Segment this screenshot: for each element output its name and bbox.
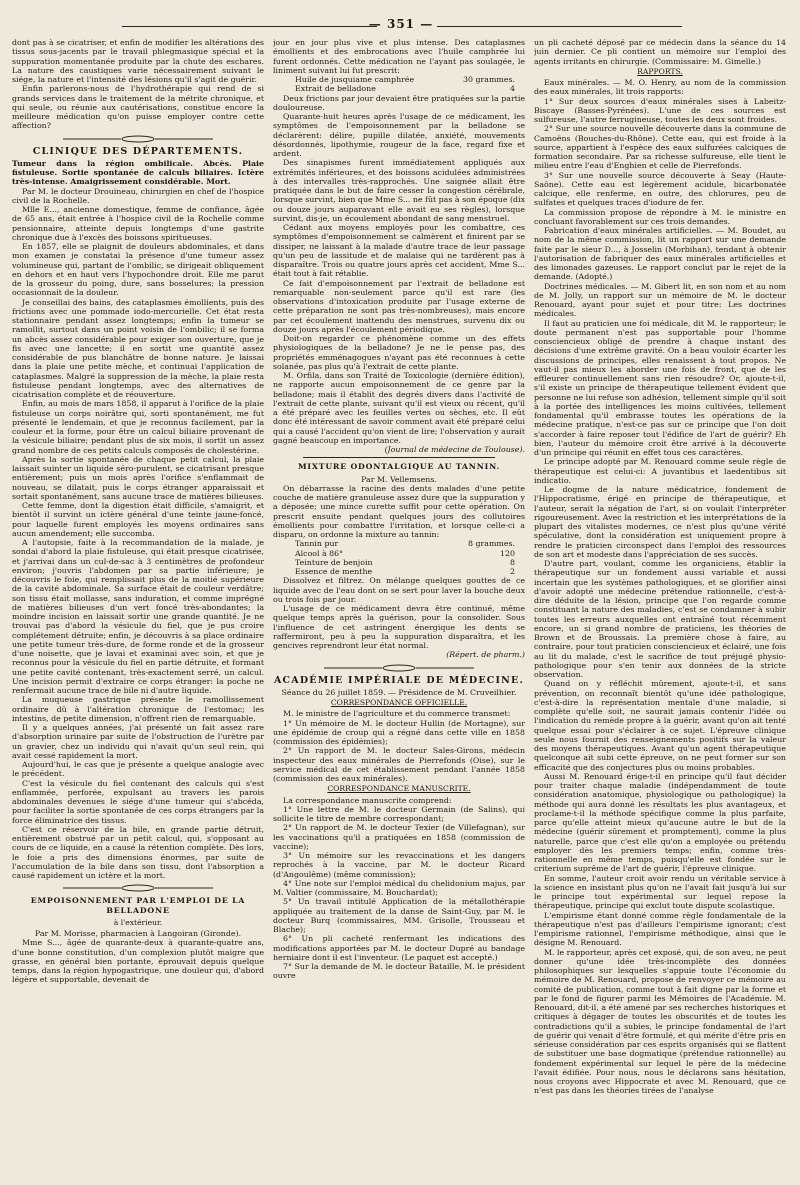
paragraph: Le dogme de la nature médicatrice, fondement de l'Hippocratisme, érigé en principe de thérapeutique, et l'auteur, serait la négation de l'art, si on voulait l'interpréter rigoureusement. Avec la restriction et les interprétations de la plupart des vitalistes modernes, ce n'est plus qu'une vérité spéculative, dont la considération est uniquement propre à rendre le praticien circonspect dans l'emploi des ressources de son art et modeste dans l'appréciation de ses succès.: [534, 485, 786, 559]
byline: Par M. le docteur Drouineau, chirurgien en chef de l'hospice civil de la Rochelle.: [12, 186, 264, 205]
byline: Par M. Vellemsens.: [361, 474, 437, 484]
paragraph: dont pas à se cicatriser, et enfin de modifier les altérations des tissus sous-jacents par le travail phlegmasique spécial et la suppuration momentanée produite par la chute des eschares. La nature des caustiques varie nécessairement suivant le siége, la nature et l'intensité des lésions qu'il s'agit de guérir.: [12, 38, 264, 84]
paragraph: A l'autopsie, faite à la recommandation de la malade, je sondai d'abord la plaie fistuleuse, qui était presque cicatrisée, et j'arrivai dans un cul-de-sac à 3 centimètres de profondeur environ; j'ouvris l'abdomen par sa partie inférieure; je découvris le foie, qui remplissait plus de la moitié supérieure de la cavité abdominale. Sa surface était de couleur verdâtre; son tissu était mollasse, sans induration, et comme imprégné de matières bilieuses d'un vert foncé très-abondantes; la moindre incision en laissait sortir une grande quantité. Je ne trouvai pas d'abord la vésicule du fiel, que je pus croire complétement détruite; enfin, je découvris à sa place ordinaire une petite tumeur très-dure, de forme ronde et de la grosseur d'une noisette, que je lavai et examinai avec soin, et que je reconnus pour la vésicule du fiel en partie détruite, et formant une petite cavité contenant, très-exactement serré, un calcul. Une incision permit d'extraire ce corps étranger: la poche ne renfermait aucune trace de bile ni d'autre liquide.: [12, 538, 264, 695]
header-rule-left: [122, 26, 377, 27]
paragraph: L'empirisme étant donné comme règle fondamentale de la thérapeutique n'est pas d'ailleurs l'empirisme ignorant; c'est l'empirisme rationnel, l'empirisme méthodique, ainsi que le désigne M. Renouard.: [534, 910, 786, 948]
subsection-title: RAPPORTS.: [637, 66, 683, 76]
recipe-ingredient: Extrait de belladone: [295, 84, 376, 94]
source-citation: (Journal de médecine de Toulouse).: [384, 445, 525, 454]
section-title: CLINIQUE DES DÉPARTEMENTS.: [32, 145, 244, 157]
paragraph: Des sinapismes furent immédiatement appliqués aux extrémités inférieures, et des boissons acidulées administrées à des intervalles très-rapprochés. Une saignée allait être pratiquée dans le but de faire cesser la congestion cérébrale, lorsque survint, bien que Mme S... ne fût pas à son époque (dix ou douze jours auparavant elle avait eu ses règles), lorsque survint, dis-je, un écoulement abondant de sang menstruel.: [273, 158, 525, 223]
session-line: Séance du 26 juillet 1859. — Présidence de M. Cruveilhier.: [281, 687, 517, 697]
column-left: [12, 38, 264, 1178]
subsection-title: CORRESPONDANCE OFFICIELLE.: [330, 698, 468, 707]
recipe-line: [273, 567, 525, 576]
paragraph: On débarrasse la racine des dents malades d'une petite couche de matière granuleuse assez dure que la suppuration y a déposée; une mince curette suffit pour cette opération. On prescrit ensuite pendant quelques jours des collutoires émollients pour combattre l'irritation, et lorsque celle-ci a disparu, on ordonne la mixture au tannin:: [273, 483, 525, 539]
column-middle: [273, 38, 525, 1178]
page-number: — 351 —: [368, 17, 434, 31]
ornament-divider: [63, 135, 213, 143]
paragraph: Doctrines médicales. — M. Gibert lit, en son nom et au nom de M. Jolly, un rapport sur un mémoire de M. le docteur Renouard, ayant pour sujet et pour titre: Les doctrines médicales.: [534, 281, 786, 319]
article-title: EMPOISONNEMENT PAR L'EMPLOI DE LA BELLADONE: [30, 896, 246, 915]
recipe-amount: 120: [500, 548, 515, 558]
paragraph: Aujourd'hui, le cas que je présente a quelque analogie avec le précédent.: [12, 760, 264, 779]
paragraph: M. Orfila, dans son Traité de Toxicologie (dernière édition), ne rapporte aucun empoisonnement de ce genre par la belladone; mais il établit des degrés divers dans l'activité de l'extrait de cette plante, suivant qu'il est vieux ou récent, qu'il a été préparé avec les feuilles vertes ou sèches, etc. Il eût donc été intéressant de savoir comment avait été préparé celui qui a causé l'accident qu'on vient de lire; l'observation y aurait gagné beaucoup en importance.: [273, 371, 525, 445]
article-subtitle: à l'extérieur.: [113, 917, 163, 927]
paragraph: Dissolvez et filtrez. On mélange quelques gouttes de ce liquide avec de l'eau dont on se sert pour laver la bouche deux ou trois fois par jour.: [273, 576, 525, 604]
article-title: MIXTURE ODONTALGIQUE AU TANNIN.: [297, 462, 501, 472]
paragraph: M. le rapporteur, après cet exposé, qui, de son aveu, ne peut donner qu'une idée très-incomplète des données philosophiques sur lesquelles s'appuie toute l'économie du mémoire de M. Renouard, propose de renvoyer ce mémoire au comité de publication, comme tout à fait digne par la forme et par le fond de figurer parmi les Mémoires de l'Académie. M. Renouard, dit-il, a été amené par ses recherches historiques et critiques à dégager de toutes les obscurités et de toutes les contradictions qu'il a subies, le principe fondamental de l'art de guérir qui venait d'être formulé, et qui mérite d'être pris en sérieuse considération par ces esprits organisés qui se flattent de substituer une base dogmatique (prétendue rationnelle) au fondement expérimental sur lequel le père de la médecine l'avait édifiée. Pour nous, nous le déclarons sans hésitation, nous croyons avec Hippocrate et avec M. Renouard, que ce n'est pas dans les théories tirées de l'analyse: [534, 947, 786, 1096]
paragraph: Deux frictions par jour devaient être pratiquées sur la partie douloureuse.: [273, 93, 525, 112]
paragraph: 4° Une note sur l'emploi médical du chelidonium majus, par M. Valtier (commissaire, M. Bouchardat);: [273, 878, 525, 897]
paragraph: un pli cacheté déposé par ce médecin dans la séance du 14 juin dernier. Ce pli contient un mémoire sur l'emploi des agents irritants en chirurgie. (Commissaire: M. Gimelle.): [534, 38, 786, 66]
paragraph: Il y a quelques années, j'ai présenté un fait assez rare d'absorption urinaire par suite de l'obstruction de l'urètre par un gravier, chez un individu qui n'avait qu'un seul rein, qui avait cessé rapidement la mort.: [12, 723, 264, 760]
paragraph: Le principe adopté par M. Renouard comme seule règle de thérapeutique est celui-ci: A juvantibus et laedentibus sit indicatio.: [534, 457, 786, 485]
recipe-line: [273, 75, 525, 84]
paragraph: Cédant aux moyens employés pour les combattre, ces symptômes d'empoisonnement se calmèrent et finirent par se dissiper, ne laissant à la malade d'autre trace de leur passage qu'un peu de lassitude et de malaise qui ne tardèrent pas à disparaître. Trois ou quatre jours après cet accident, Mme S... était tout à fait rétablie.: [273, 223, 525, 279]
recipe-ingredient: Tannin pur: [295, 539, 339, 549]
section-title: ACADÉMIE IMPÉRIALE DE MÉDECINE.: [273, 674, 525, 686]
paragraph: Eaux minérales. — M. O. Henry, au nom de la commission des eaux minérales, lit trois rapports:: [534, 78, 786, 97]
paragraph: Ce fait d'empoisonnement par l'extrait de belladone est remarquable non-seulement parce qu'il est rare (les observations d'intoxication produite par l'usage externe de cette préparation ne sont pas très-nombreuses), mais encore par cet écoulement inattendu des menstrues, survenu dix ou douze jours après l'écoulement périodique.: [273, 278, 525, 334]
subsection-title: CORRESPONDANCE MANUSCRITE.: [327, 784, 471, 794]
paragraph: C'est la vésicule du fiel contenant des calculs qui s'est enflammée, perforée, expulsant au travers les parois abdominales devenues le siége d'une tumeur qui s'abcéda, pour faciliter la sortie spontanée de ces corps étrangers par la force éliminatrice des tissus.: [12, 778, 264, 825]
paragraph: Enfin, au mois de mars 1858, il apparut à l'orifice de la plaie fistuleuse un corps noirâtre qui, sorti spontanément, me fut présenté le lendemain, et que je reconnus facilement, par la couleur et la forme, pour être un calcul biliaire provenant de la vésicule biliaire; pendant plus de six mois, il sortit un assez grand nombre de ces petits calculs composés de cholestérine.: [12, 399, 264, 455]
recipe-ingredient: Huile de jusquiame camphrée: [295, 75, 415, 84]
header-rule-right: [437, 26, 682, 27]
paragraph: Je conseillai des bains, des cataplasmes émollients, puis des frictions avec une pommade iodo-mercurielle. Cet état resta stationnaire pendant assez longtemps; enfin la tumeur se ramollit, surtout dans un point voisin de l'ombilic; il se forma un abcès assez considérable pour exiger son ouverture, que je fis avec une lancette; il en sortit une quantité assez considérable de pus blanchâtre de bonne nature. Je laissai dans la plaie une petite mèche, et continuai l'application de cataplasmes. Malgré la suppression de la mèche, la plaie resta fistuleuse pendant longtemps, avec des alternatives de cicatrisation complète et de réouverture.: [12, 297, 264, 399]
paragraph: La correspondance manuscrite comprend:: [283, 795, 452, 805]
paragraph: 6° Un pli cacheté renfermant les indications des modifications apportées par M. le docteur Dupré au bandage herniaire dont il est l'inventeur. (Le paquet est accepté.): [273, 934, 525, 962]
recipe-amount: 8 grammes.: [468, 539, 515, 549]
paragraph: Mme S..., âgée de quarante-deux à quarante-quatre ans, d'une bonne constitution, d'un complexion plutôt maigre que grasse, en général bien portante, éprouvait depuis quelque temps, dans la région hypogastrique, une douleur qui, d'abord légère et supportable, devenait de: [12, 938, 264, 985]
paragraph: Quand on y réfléchit mûrement, ajoute-t-il, et sans prévention, on reconnaît bientôt qu'une idée pathologique, c'est-à-dire la représentation mentale d'une maladie, si complète qu'elle soit, ne saurait jamais contenir l'idée ou l'indication du remède propre à la guérir, avant qu'on ait tenté quelque essai pour s'éclairer à ce sujet. L'épreuve clinique seule nous fournit des renseignements positifs sur la valeur des moyens thérapeutiques. Avant qu'un agent thérapeutique quelconque ait subi cette épreuve, on ne peut former sur son efficacité que des conjectures plus ou moins probables.: [534, 679, 786, 772]
recipe-amount: 4: [510, 84, 515, 94]
paragraph: Il faut au praticien une foi médicale, dit M. le rapporteur; le doute permanent n'est pas supportable pour l'homme consciencieux obligé de prendre à chaque instant des décisions d'une extrême gravité. On a beau vouloir écarter les discussions de principes, elles renaissent à tout propos. Ne vaut-il pas mieux les aborder une fois de front, que de les effleurer continuellement sans rien résoudre? Or, ajoute-t-il, s'il existe un principe de thérapeutique tellement évident que personne ne lui refuse son adhésion, tellement simple qu'il soit à la portée des intelligences les moins cultivées, tellement fondamental qu'il embrasse toutes les opérations de la médecine pratique, n'est-ce pas sur ce principe que l'on doit s'accorder à faire reposer tout l'édifice de l'art de guérir? Eh bien, l'auteur du mémoire croit être arrivé à la découverte d'un principe qui réunit en effet tous ces caractères.: [534, 318, 786, 457]
recipe-line: [273, 549, 525, 558]
paragraph: C'est ce réservoir de la bile, en grande partie détruit, entièrement obstrué par un petit calcul, qui, s'opposant au cours de ce liquide, en a causé la rétention complète. Dès lors, le foie a pris des dimensions énormes, par suite de l'accumulation de la bile dans son tissu, dont l'absorption a causé rapidement un ictère et la mort.: [12, 824, 264, 880]
column-right: [534, 38, 786, 1178]
paragraph: M. le ministre de l'agriculture et du commerce transmet:: [283, 709, 511, 719]
recipe-amount: 30 grammes.: [463, 75, 515, 84]
paragraph: 3° Un mémoire sur les revaccinations et les dangers reprochés à la vaccine, par M. le docteur Ricard (d'Angoulême) (même commission);: [273, 851, 525, 879]
source-citation: (Répert. de pharm.): [446, 650, 525, 660]
divider-rule: [303, 457, 495, 458]
paragraph: Après la sortie spontanée de chaque petit calcul, la plaie laissait suinter un liquide séro-purulent, se cicatrisant presque entièrement; puis un mois après l'orifice s'enflammait de nouveau, se dilatait, puis le corps étranger apparaissait et sortait spontanément, sans aucune trace de matières bilieuses.: [12, 454, 264, 501]
paragraph: Aussi M. Renouard érige-t-il en principe qu'il faut décider pour traiter chaque maladie (indépendamment de toute considération anatomique, physiologique ou pathologique) la méthode qui aura donné les résultats les plus avantageux, et proclame-t-il la méthode spécifique comme la plus parfaite, parce qu'elle atteint mieux qu'aucune autre le but de la médecine (guérir sûrement et promptement), comme la plus naturelle, parce que c'est elle qu'on a employée ou prétendu employer dès les premiers temps; enfin, comme très-rationnelle en même temps, puisqu'elle est fondée sur le criterium suprême de l'art de guérir, l'épreuve clinique.: [534, 771, 786, 874]
paragraph: 7° Sur la demande de M. le docteur Bataille, M. le président ouvre: [273, 962, 525, 981]
recipe-line: [273, 558, 525, 567]
recipe-line: [273, 84, 525, 93]
paragraph: Fabrication d'eaux minérales artificielles. — M. Boudet, au nom de la même commission, lit un rapport sur une demande faite par le sieur D..., à Josselin (Morbihan), tendant à obtenir l'autorisation de fabriquer des eaux minérales artificielles et des limonades gazeuses. Le rapport conclut par le rejet de la demande. (Adopté.): [534, 226, 786, 282]
text-columns: [12, 38, 790, 1178]
recipe-amount: 8: [510, 557, 515, 567]
byline: Par M. Morisse, pharmacien à Langoiran (Gironde).: [34, 929, 242, 938]
paragraph: Mlle E..., ancienne domestique, femme de confiance, âgée de 65 ans, était entrée à l'hospice civil de la Rochelle comme pensionnaire, atteinte depuis longtemps d'une gastrite chronique due à l'excès des boissons spiritueuses.: [12, 205, 264, 242]
recipe-line: [273, 539, 525, 548]
paragraph: 2° Sur une source nouvelle découverte dans la commune de Camoëns (Bouches-du-Rhône). Cette eau, qui est froide à la source, appartient à l'espèce des eaux sulfurées calciques de formation secondaire. Par sa richesse sulfureuse, elle tient le milieu entre l'eau d'Enghien et celle de Pierrefonds.: [534, 124, 786, 171]
paragraph: 1° Une lettre de M. le docteur Germain (de Salins), qui sollicite le titre de membre correspondant;: [273, 804, 525, 823]
paragraph: La muqueuse gastrique présente le ramollissement ordinaire dû à l'altération chronique de l'estomac; les intestins, de petite dimension, n'offrent rien de remarquable.: [12, 695, 264, 723]
paragraph: 2° Un rapport de M. le docteur Sales-Girons, médecin inspecteur des eaux minérales de Pierrefonds (Oise), sur le service médical de cet établissement pendant l'année 1858 (commission des eaux minérales).: [273, 746, 525, 783]
recipe-ingredient: Teinture de benjoin: [295, 557, 373, 567]
ornament-divider: [63, 884, 213, 892]
paragraph: 1° Un mémoire de M. le docteur Hullin (de Mortagne), sur une épidémie de croup qui a régné dans cette ville en 1858 (commission des épidémies);: [273, 718, 525, 746]
paragraph: Cette femme, dont la digestion était difficile, s'amaigrit, et bientôt il survint un ictère général d'une teinte jaune-foncé, pour laquelle furent employés les moyens ordinaires sans aucun amendement; elle succomba.: [12, 501, 264, 538]
paragraph: L'usage de ce médicament devra être continué, même quelque temps après la guérison, pour la consolider. Sous l'influence de cet astringent énergique les dents se raffermiront, peu à peu la suppuration disparaîtra, et les gencives reprendront leur état normal.: [273, 604, 525, 650]
ornament-divider: [324, 664, 474, 672]
paragraph: 5° Un travail intitulé Application de la métallothérapie appliquée au traitement de la danse de Saint-Guy, par M. le docteur Burq (commissaires, MM. Grisolle, Trousseau et Blache);: [273, 897, 525, 934]
paragraph: En somme, l'auteur croit avoir rendu un véritable service à la science en insistant plus qu'on ne l'avait fait jusqu'à lui sur le principe tout expérimental sur lequel repose la thérapeutique, principe qui exclut toute dispute scolastique.: [534, 873, 786, 911]
paragraph: La commission propose de répondre à M. le ministre en concluant favorablement sur ces trois demandes.: [534, 207, 786, 226]
paragraph: Doit-on regarder ce phénomène comme un des effets physiologiques de la belladone? Je ne le pense pas, des propriétés emménagogues n'ayant pas été reconnues à cette solanée, pas plus qu'à l'extrait de cette plante.: [273, 334, 525, 371]
article-heading: Tumeur dans la région ombilicale. Abcès. Plaie fistuleuse. Sortie spontanée de calculs biliaires. Ictère très-intense. Amaigrissement considérable. Mort.: [12, 158, 264, 187]
paragraph: En 1857, elle se plaignit de douleurs abdominales, et dans mon examen je constatai la présence d'une tumeur assez volumineuse qui, partant de l'ombilic, se dirigeait obliquement en dehors et en haut vers l'hypochondre droit. Elle me parut de la grosseur du poing, dure, sans bosselures; la pression occasionnait de la douleur.: [12, 242, 264, 298]
paragraph: 1° Sur deux sources d'eaux minérales sises à Labeitz-Biscaye (Basses-Pyrénées). L'une de ces sources est sulfureuse, l'autre ferrugineuse, toutes les deux sont froides.: [534, 96, 786, 124]
page-header: [12, 8, 790, 36]
recipe-ingredient: Essence de menthe: [295, 567, 373, 576]
recipe-ingredient: Alcool à 86°: [295, 548, 344, 558]
paragraph: Enfin parlerons-nous de l'hydrothérapie qui rend de si grands services dans le traitement de la métrite chronique, et qui seule, ou réunie aux cautérisations, constitue encore la meilleure médication qu'on puisse employer contre cette affection?: [12, 84, 264, 131]
paragraph: jour en jour plus vive et plus intense. Des cataplasmes émollients et des embrocations avec l'huile camphrée lui furent ordonnés. Cette médication ne l'ayant pas soulagée, le liniment suivant lui fut prescrit:: [273, 38, 525, 75]
paragraph: Quarante-huit heures après l'usage de ce médicament, les symptômes de l'empoisonnement par la belladone se déclarèrent: délire, pupille dilatée, anxiété, mouvements désordonnés, lipothymie, rougeur de la face, regard fixe et ardent.: [273, 112, 525, 158]
paragraph: 2° Un rapport de M. le docteur Texier (de Villefagnan), sur les vaccinations qu'il a pratiquées en 1858 (commission de vaccine);: [273, 823, 525, 851]
recipe-amount: 2: [510, 567, 515, 576]
paragraph: D'autre part, voulant, comme les organiciens, établir la thérapeutique sur un fondement aussi variable et aussi incertain que les systèmes pathologiques, et se glorifier ainsi d'avoir adopté une médecine prétendue rationnelle, c'est-à-dire déduite de la lésion, principe que l'on regarde comme constituant la nature des maladies, c'est se condamner à subir toutes les erreurs auxquelles ont entraîné tout récemment encore, un si grand nombre de praticiens, les théories de Brown et de Broussais. La première chose à faire, au contraire, pour tout praticien consciencieux et éclairé, une fois au lit du malade, c'est le sacrifice de tout préjugé physio-pathologique pour s'en tenir aux données de la stricte observation.: [534, 559, 786, 679]
paragraph: 3° Sur une nouvelle source découverte à Seay (Haute-Saône). Cette eau est légèrement acidule, bicarbonatée calcique, elle renferme, en outre, des chlorures, peu de sulfates et quelques traces d'iodure de fer.: [534, 170, 786, 208]
